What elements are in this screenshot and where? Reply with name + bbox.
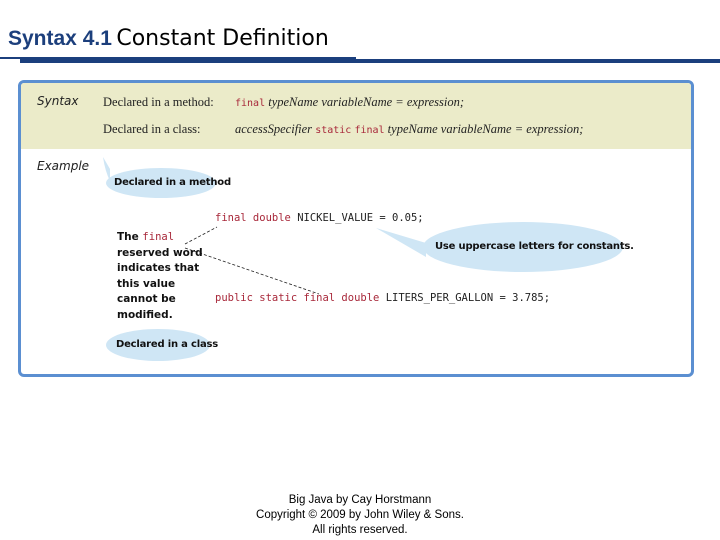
method-decl-label: Declared in a method: xyxy=(103,95,214,109)
class-decl-label: Declared in a class: xyxy=(103,122,201,136)
final-double-keywords: final double xyxy=(215,212,291,224)
access-specifier: accessSpecifier xyxy=(235,122,313,136)
header-rule xyxy=(20,59,720,63)
liters-decl: LITERS_PER_GALLON = 3.785; xyxy=(385,292,551,304)
class-decl-rest: typeName variableName = expression; xyxy=(387,122,584,136)
callout-method-text: Declared in a method xyxy=(114,177,231,188)
callout-uppercase-text: Use uppercase letters for constants. xyxy=(435,241,634,252)
nickel-decl: NICKEL_VALUE = 0.05; xyxy=(297,212,424,224)
callout-uppercase-tail xyxy=(376,228,426,257)
method-decl-rest: typeName variableName = expression; xyxy=(268,95,465,109)
page-title xyxy=(8,26,329,51)
final-keyword: final xyxy=(235,98,266,109)
syntax-label: Syntax xyxy=(37,94,79,108)
code-line-class xyxy=(215,292,550,304)
footer-book: Big Java by Cay Horstmann xyxy=(288,494,432,506)
note-pre: The xyxy=(117,231,139,243)
final-keyword: final xyxy=(354,125,385,136)
title-text: Constant Definition xyxy=(116,26,329,51)
note-final-keyword: final xyxy=(142,231,175,243)
method-decl-syntax xyxy=(235,95,464,110)
final-note xyxy=(117,230,217,323)
syntax-box xyxy=(18,80,694,377)
public-static-final-double-keywords: public static final double xyxy=(215,292,380,304)
footer-rights: All rights reserved. xyxy=(312,524,408,536)
static-keyword: static xyxy=(315,125,352,136)
syntax-number: Syntax 4.1 xyxy=(8,27,112,50)
footer-copyright: Copyright © 2009 by John Wiley & Sons. xyxy=(256,509,464,521)
copyright-footer xyxy=(0,493,720,538)
class-decl-syntax xyxy=(235,122,583,137)
callout-class-text: Declared in a class xyxy=(116,339,219,350)
callout-method-bubble xyxy=(103,157,110,181)
example-label: Example xyxy=(37,159,90,173)
code-line-method xyxy=(215,212,424,224)
note-post: reserved word indicates that this value cannot be modified. xyxy=(117,246,203,321)
